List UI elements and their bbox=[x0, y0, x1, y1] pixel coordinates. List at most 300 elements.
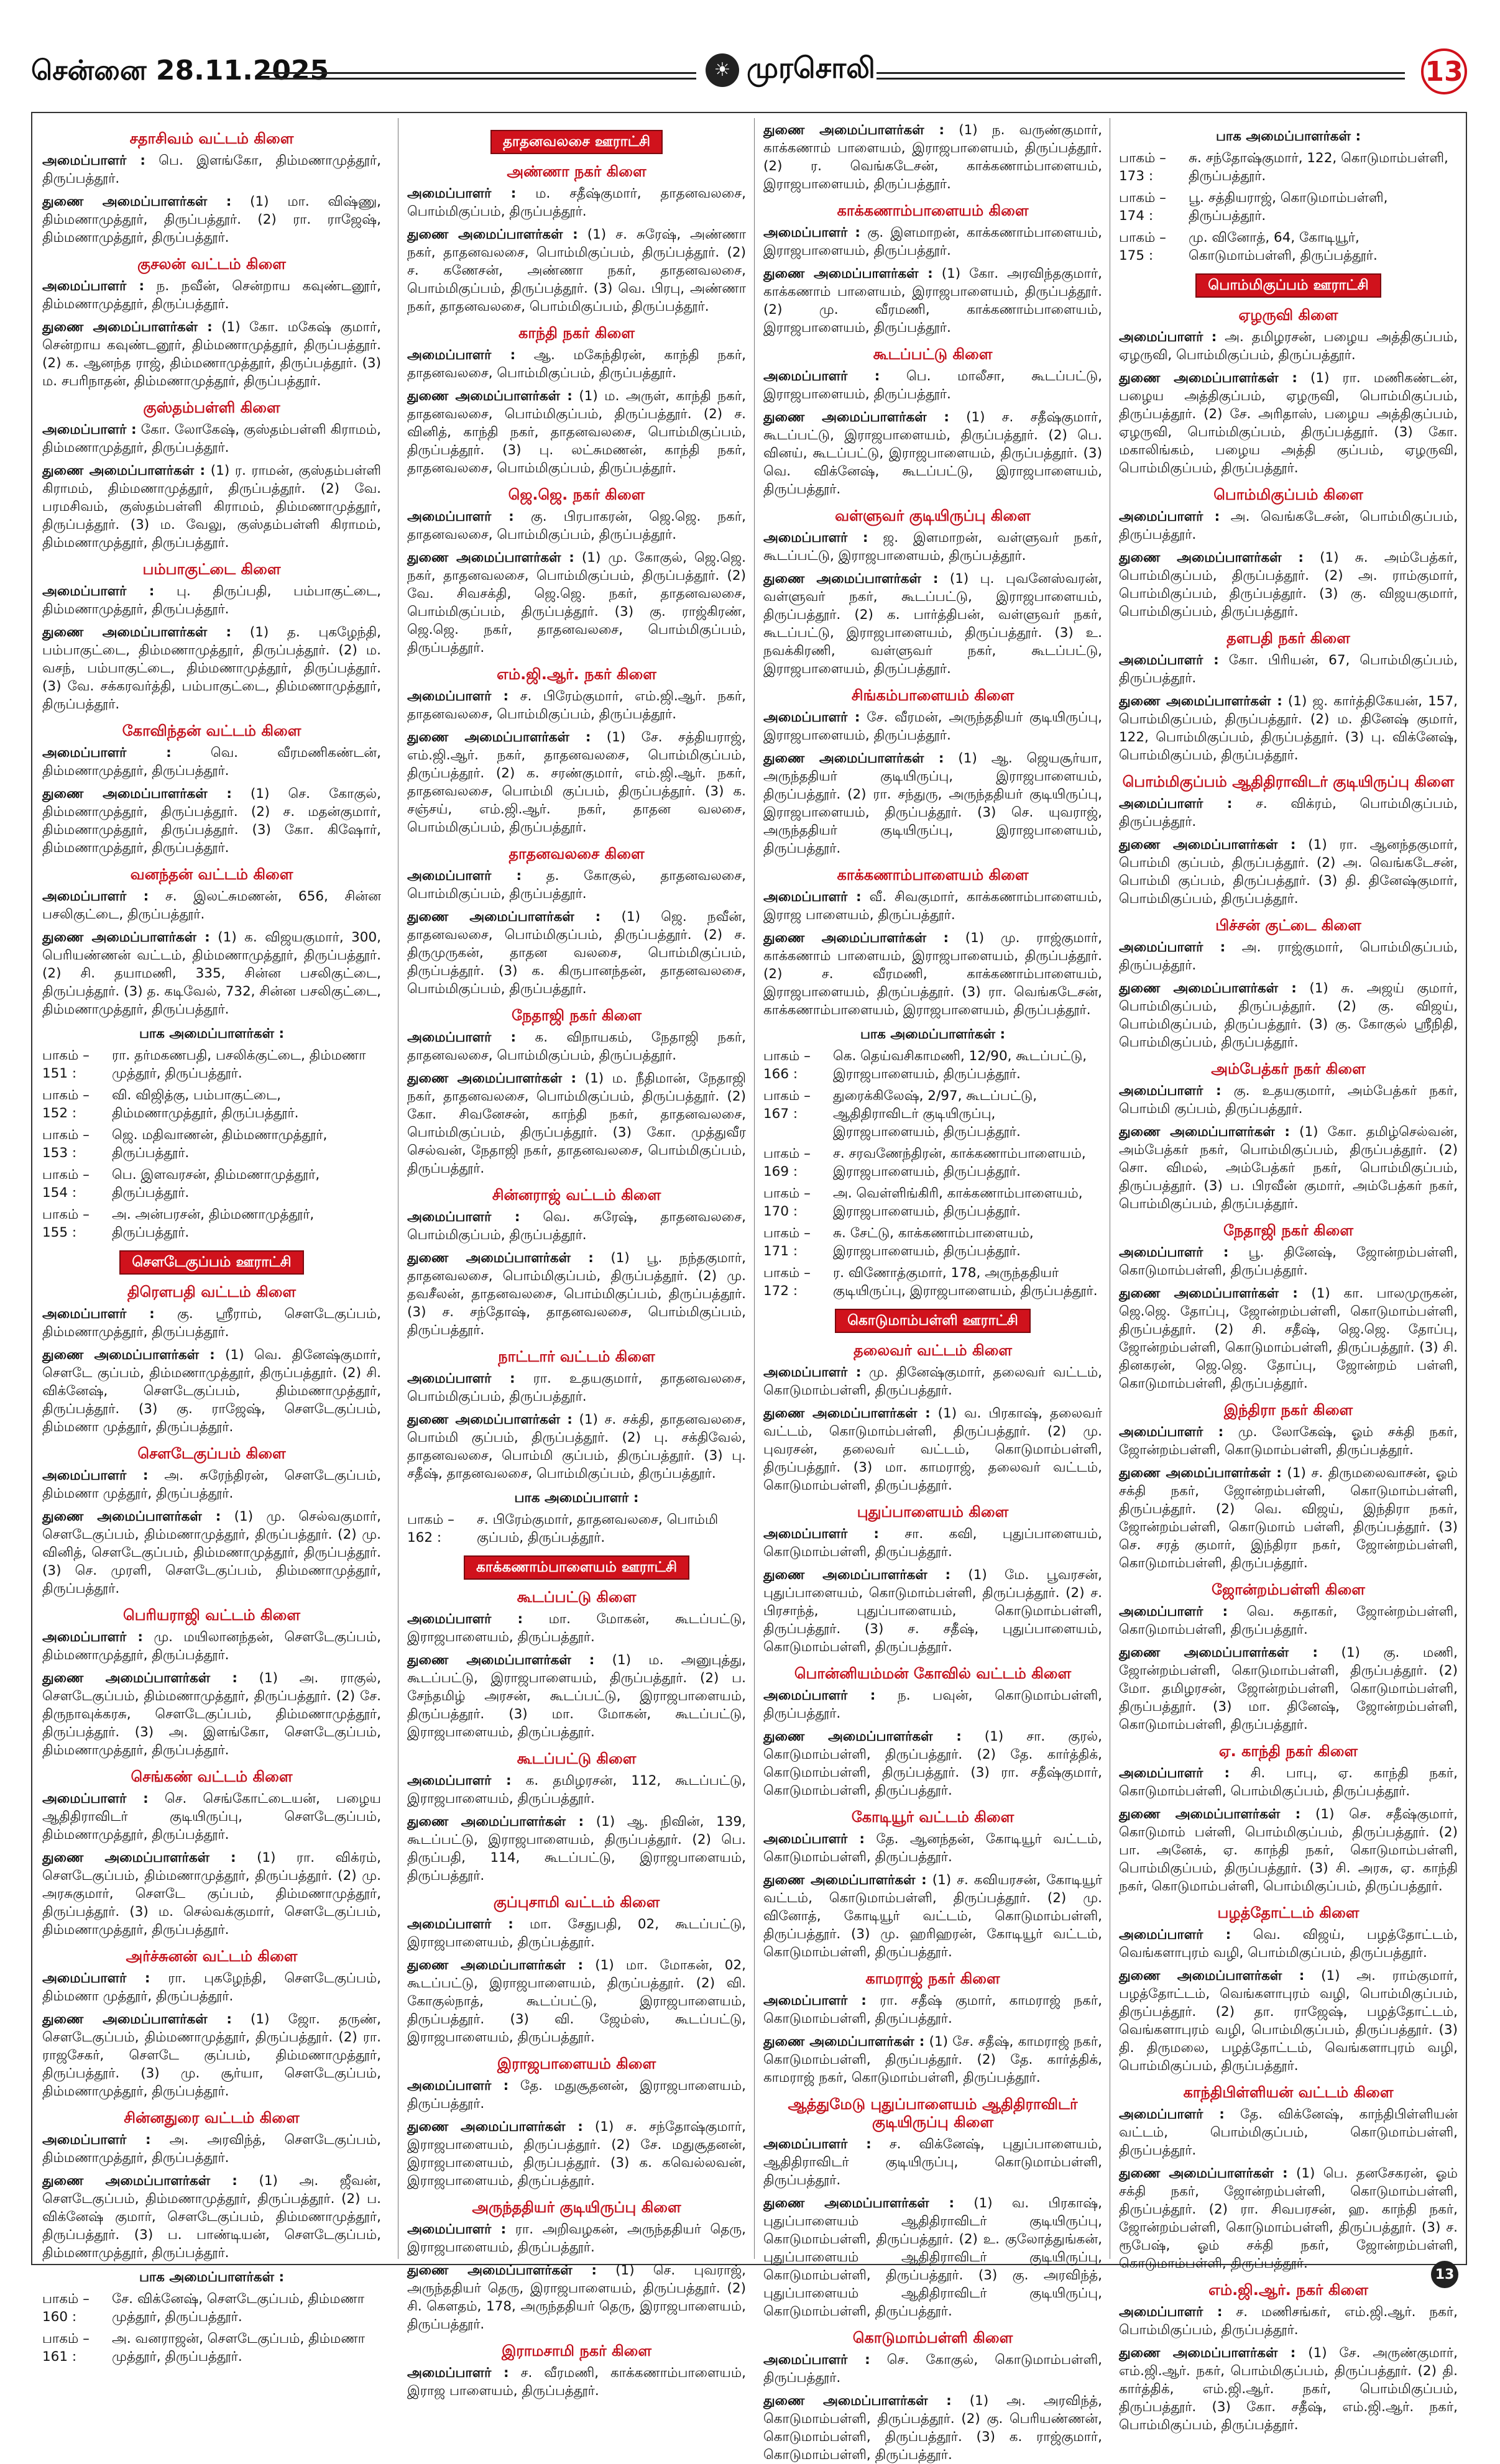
booth-organizer: பூ. சத்தியராஜ், கொடுமாம்பள்ளி, திருப்பத்தூர். bbox=[1189, 190, 1388, 224]
organizer-name: ரா. அறிவழகன், அருந்ததியர் தெரு, இராஜபாளையம், திருப்பத்தூர். bbox=[407, 2222, 746, 2255]
deputy-organizers-entry bbox=[407, 1956, 746, 2046]
organizer-name: அ. தமிழரசன், பழைய அத்திகுப்பம், ஏழருவி, பொம்மிகுப்பம், திருப்பத்தூர். bbox=[1119, 329, 1458, 363]
organizer-name: தே. ஆனந்தன், கோடியூர் வட்டம், கொடுமாம்பள்ளி, திருப்பத்தூர். bbox=[763, 1831, 1102, 1865]
organizer-label: அமைப்பாளர் : bbox=[407, 1030, 517, 1045]
organizer-entry bbox=[407, 867, 746, 903]
deputy-label: துணை அமைப்பாளர்கள் : bbox=[1119, 370, 1297, 386]
organizer-name: செ. செங்கோட்டையன், பழைய ஆதிதிராவிடர் குடியிருப்பு, சௌடேகுப்பம், திம்மணாமுத்தூர், திருப்பத்தூர். bbox=[42, 1791, 381, 1843]
organizer-label: அமைப்பாளர் : bbox=[407, 1209, 520, 1225]
branch-heading: கோடியூர் வட்டம் கிளை bbox=[851, 1808, 1015, 1826]
deputy-organizers-entry bbox=[1119, 369, 1458, 477]
booth-row bbox=[763, 1264, 1102, 1300]
deputy-organizers-entry bbox=[407, 728, 746, 836]
organizer-name: க. தமிழரசன், 112, கூடப்பட்டு, இராஜபாளையம், திருப்பத்தூர். bbox=[407, 1773, 746, 1807]
booth-row bbox=[763, 1184, 1102, 1221]
organizer-label: அமைப்பாளர் : bbox=[42, 745, 172, 761]
booth-row bbox=[42, 1166, 381, 1202]
organizer-name: ம. சதீஷ்குமார், தாதனவலசை, பொம்மிகுப்பம், திருப்பத்தூர். bbox=[407, 186, 746, 219]
branch-heading: நேதாஜி நகர் கிளை bbox=[511, 1007, 642, 1024]
branch-heading: பொன்னியம்மன் கோவில் வட்டம் கிளை bbox=[794, 1665, 1072, 1682]
deputy-label: துணை அமைப்பாளர்கள் : bbox=[407, 550, 574, 566]
masthead-rule-right bbox=[877, 72, 1405, 80]
organizer-name: கு. பிரபாகரன், ஜெ.ஜெ. நகர், தாதனவலசை, பொம்மிகுப்பம், திருப்பத்தூர். bbox=[407, 509, 746, 543]
booth-number: பாகம் – 154 : bbox=[42, 1167, 90, 1201]
organizer-entry bbox=[407, 346, 746, 382]
organizer-name: மா. சேதுபதி, 02, கூடப்பட்டு, இராஜபாளையம், திருப்பத்தூர். bbox=[407, 1917, 746, 1950]
deputy-label: துணை அமைப்பாளர்கள் : bbox=[1119, 694, 1282, 709]
organizer-entry bbox=[407, 2077, 746, 2113]
deputy-organizers-entry bbox=[763, 929, 1102, 1019]
deputy-names: (1) க. விஜயகுமார், 300, பெரியண்ணன் வட்டம், திம்மணாமுத்தூர், திருப்பத்தூர். (2) சி. தயாமணி, 335, சின்ன பசலிகுட்டை, திருப்பத்தூர். (3) த. கடிவேல், 732, சின்ன பசலிகுட்டை, திம்மணாமுத்தூர், திருப்பத்தூர். bbox=[42, 930, 381, 1017]
organizer-name: ச. விக்னேஷ், புதுப்பாளையம், ஆதிதிராவிடர் குடியிருப்பு, கொடுமாம்பள்ளி, திருப்பத்தூர். bbox=[763, 2137, 1102, 2188]
organizer-name: கோ. லோகேஷ், குஸ்தம்பள்ளி கிராமம், திம்மணாமுத்தூர், திருப்பத்தூர். bbox=[42, 422, 381, 456]
panchayat-banner: காக்கணாம்பாளையம் ஊராட்சி bbox=[464, 1555, 689, 1580]
branch-heading: பொம்மிகுப்பம் ஆதிதிராவிடர் குடியிருப்பு கிளை bbox=[1122, 773, 1455, 790]
branch-heading: பிச்சன் குட்டை கிளை bbox=[1215, 917, 1361, 934]
branch-heading: குசலன் வட்டம் கிளை bbox=[137, 255, 286, 273]
organizer-label: அமைப்பாளர் : bbox=[1119, 796, 1233, 812]
deputy-label: துணை அமைப்பாளர்கள் : bbox=[763, 410, 949, 425]
booth-row bbox=[42, 2330, 381, 2366]
organizer-label: அமைப்பாளர் : bbox=[407, 868, 522, 884]
deputy-names: (1) ச. திருமலைவாசன், ஓம் சக்தி நகர், ஜோன்றம்பள்ளி, கொடுமாம்பள்ளி, திருப்பத்தூர். (2) வெ. விஜய், இந்திரா நகர், ஜோன்றம்பள்ளி, கொடுமாம் பள்ளி, திருப்பத்தூர். (3) செ. சரத் குமார், இந்திரா நகர், ஜோன்றம்பள்ளி, கொடுமாம்பள்ளி, திருப்பத்தூர். bbox=[1119, 1465, 1458, 1571]
deputy-label: துணை அமைப்பாளர்கள் : bbox=[763, 1872, 927, 1888]
branch-heading: ஆத்துமேடு புதுப்பாளையம் ஆதிதிராவிடர் குடியிருப்பு கிளை bbox=[788, 2095, 1078, 2131]
deputy-names: (1) ரா. விக்ரம், சௌடேகுப்பம், திம்மணாமுத்தூர், திருப்பத்தூர். (2) மு. அரசுகுமார், சௌடே குப்பம், திம்மணாமுத்தூர், திருப்பத்தூர். (3) ம. செல்வக்குமார், சௌடேகுப்பம், திம்மணாமுத்தூர், திருப்பத்தூர். bbox=[42, 1850, 381, 1938]
booth-row bbox=[1119, 189, 1458, 225]
deputy-names: (1) அ. ராகுல், சௌடேகுப்பம், திம்மணாமுத்தூர், திருப்பத்தூர். (2) சே. திருநாவுக்கரசு, சௌடேகுப்பம், திம்மணாமுத்தூர், திருப்பத்தூர். (3) அ. இளங்கோ, சௌடேகுப்பம், திம்மணாமுத்தூர், திருப்பத்தூர். bbox=[42, 1670, 381, 1758]
deputy-names: (1) கோ. மகேஷ் குமார், சென்றாய கவுண்டனூர், திம்மணாமுத்தூர், திருப்பத்தூர். (2) க. ஆனந்த ராஜ், திம்மணாமுத்தூர், திருப்பத்தூர். (3) ம. சபரிநாதன், திம்மணாமுத்தூர், திருப்பத்தூர். bbox=[42, 319, 381, 389]
organizer-name: வெ. வீரமணிகண்டன், திம்மணாமுத்தூர், திருப்பத்தூர். bbox=[42, 745, 381, 779]
booth-organizer: பெ. இளவரசன், திம்மணாமுத்தூர், திருப்பத்தூர். bbox=[112, 1167, 320, 1201]
branch-heading: நேதாஜி நகர் கிளை bbox=[1223, 1222, 1354, 1239]
organizer-entry bbox=[763, 1992, 1102, 2028]
booth-organizer: ச. சரவணேந்திரன், காக்கணாம்பாளையம், இராஜபாளையம், திருப்பத்தூர். bbox=[833, 1146, 1086, 1179]
organizer-entry bbox=[407, 687, 746, 723]
organizer-label: அமைப்பாளர் : bbox=[42, 1468, 149, 1483]
booth-section-title: பாக அமைப்பாளர்கள் : bbox=[139, 1026, 285, 1042]
deputy-organizers-entry bbox=[763, 1728, 1102, 1800]
organizer-name: வெ. விஜய், பழத்தோட்டம், வெங்களாபுரம் வழி, பொம்மிகுப்பம், திருப்பத்தூர். bbox=[1119, 1927, 1458, 1961]
booth-section-title: பாக அமைப்பாளர் : bbox=[514, 1490, 639, 1506]
organizer-entry bbox=[763, 529, 1102, 565]
booth-section-title: பாக அமைப்பாளர்கள் : bbox=[860, 1027, 1006, 1042]
deputy-names: (1) அ. ஜீவன், சௌடேகுப்பம், திம்மணாமுத்தூர், திருப்பத்தூர். (2) ப. விக்னேஷ் குமார், சௌடேகுப்பம், திம்மணாமுத்தூர், திருப்பத்தூர். (3) ப. பாண்டியன், சௌடேகுப்பம், திம்மணாமுத்தூர், திருப்பத்தூர். bbox=[42, 2173, 381, 2261]
organizer-label: அமைப்பாளர் : bbox=[407, 509, 514, 524]
column-2 bbox=[407, 121, 746, 2399]
organizer-name: வெ. சுதாகர், ஜோன்றம்பள்ளி, கொடுமாம்பள்ளி, திருப்பத்தூர். bbox=[1119, 1604, 1458, 1637]
organizer-label: அமைப்பாளர் : bbox=[1119, 1766, 1230, 1781]
organizer-name: கோ. பிரியன், 67, பொம்மிகுப்பம், திருப்பத்தூர். bbox=[1119, 653, 1458, 686]
organizer-entry bbox=[1119, 508, 1458, 544]
organizer-entry bbox=[763, 1687, 1102, 1723]
deputy-label: துணை அமைப்பாளர்கள் : bbox=[42, 2173, 237, 2189]
booth-row bbox=[763, 1224, 1102, 1260]
deputy-names: (1) ஜ. கார்த்திகேயன், 157, பொம்மிகுப்பம், திருப்பத்தூர். (2) ம. தினேஷ் குமார், 122, பொம்மிகுப்பம், திருப்பத்தூர். (3) பு. விக்னேஷ், பொம்மிகுப்பம், திருப்பத்தூர். bbox=[1119, 694, 1458, 763]
branch-heading: இராஜபாளையம் கிளை bbox=[497, 2055, 656, 2072]
footer-page-number: 13 bbox=[1431, 2261, 1458, 2288]
deputy-names: (1) அ. ராம்குமார், பழத்தோட்டம், வெங்களாபுரம் வழி, பொம்மிகுப்பம், திருப்பத்தூர். (2) தா. ராஜேஷ், பழத்தோட்டம், வெங்களாபுரம் வழி, பொம்மிகுப்பம், திருப்பத்தூர். (3) தி. திருமலை, பழத்தோட்டம், வெங்களாபுரம் வழி, பொம்மிகுப்பம், திருப்பத்தூர். bbox=[1119, 1968, 1458, 2074]
deputy-organizers-entry bbox=[42, 462, 381, 552]
booth-number: பாகம் – 170 : bbox=[763, 1186, 811, 1219]
booth-row bbox=[1119, 229, 1458, 265]
branch-heading: புதுப்பாளையம் கிளை bbox=[857, 1503, 1009, 1521]
deputy-organizers-entry bbox=[1119, 1644, 1458, 1734]
deputy-organizers-entry bbox=[763, 1566, 1102, 1656]
deputy-names: (1) வெ. தினேஷ்குமார், சௌடே குப்பம், திம்மணாமுத்தூர், திருப்பத்தூர். (2) சி. விக்னேஷ், சௌடேகுப்பம், திம்மணாமுத்தூர், திருப்பத்தூர். (3) கு. ராஜேஷ், சௌடேகுப்பம், திம்மணா முத்தூர், திருப்பத்தூர். bbox=[42, 1347, 381, 1435]
organizer-label: அமைப்பாளர் : bbox=[407, 186, 517, 201]
organizer-label: அமைப்பாளர் : bbox=[1119, 329, 1217, 345]
organizer-entry bbox=[1119, 2303, 1458, 2339]
organizer-name: தே. விக்னேஷ், காந்திபிள்ளியன் வட்டம், பொம்மிகுப்பம், கொடுமாம்பள்ளி, திருப்பத்தூர். bbox=[1119, 2107, 1458, 2158]
organizer-name: பெ. மாலீசா, கூடப்பட்டு, இராஜபாளையம், திருப்பத்தூர். bbox=[763, 369, 1102, 402]
branch-heading: சதாசிவம் வட்டம் கிளை bbox=[129, 130, 294, 147]
branch-heading: குஸ்தம்பள்ளி கிளை bbox=[143, 399, 280, 416]
branch-heading: திரௌபதி வட்டம் கிளை bbox=[127, 1283, 297, 1301]
booth-organizer: சு. சந்தோஷ்குமார், 122, கொடுமாம்பள்ளி, திருப்பத்தூர். bbox=[1189, 150, 1448, 184]
organizer-label: அமைப்பாளர் : bbox=[42, 584, 155, 599]
organizer-entry bbox=[1119, 1926, 1458, 1962]
deputy-label: துணை அமைப்பாளர்கள் : bbox=[407, 1814, 584, 1830]
deputy-names: (1) கா. பாலமுருகன், ஜெ.ஜெ. தோப்பு, ஜோன்றம்பள்ளி, கொடுமாம்பள்ளி, திருப்பத்தூர். (2) சி. சதீஷ், ஜெ.ஜெ. தோப்பு, ஜோன்றம்பள்ளி, கொடுமாம்பள்ளி, திருப்பத்தூர். (3) சி. தினகரன், ஜெ.ஜெ. தோப்பு, ஜோன்றம் பள்ளி, கொடுமாம்பள்ளி, திருப்பத்தூர். bbox=[1119, 1286, 1458, 1391]
booth-number: பாகம் – 173 : bbox=[1119, 150, 1166, 184]
deputy-label: துணை அமைப்பாளர்கள் : bbox=[763, 1729, 962, 1744]
branch-heading: கோவிந்தன் வட்டம் கிளை bbox=[122, 722, 301, 740]
paper-name: முரசொலி bbox=[747, 51, 875, 85]
branch-heading: தாதனவலசை கிளை bbox=[508, 845, 645, 863]
deputy-organizers-entry bbox=[763, 1404, 1102, 1495]
booth-organizer: அ. வெள்ளிங்கிரி, காக்கணாம்பாளையம், இராஜபாளையம், திருப்பத்தூர். bbox=[833, 1186, 1083, 1219]
organizer-label: அமைப்பாளர் : bbox=[1119, 1604, 1228, 1619]
booth-number: பாகம் – 160 : bbox=[42, 2291, 90, 2325]
organizer-name: செ. கோகுல், கொடுமாம்பள்ளி, திருப்பத்தூர். bbox=[763, 2352, 1102, 2386]
deputy-label: துணை அமைப்பாளர்கள் : bbox=[42, 1850, 236, 1866]
sun-logo-icon: ☀ bbox=[706, 53, 739, 87]
branch-heading: வள்ளுவர் குடியிருப்பு கிளை bbox=[835, 507, 1031, 524]
deputy-names: (1) கோ. அரவிந்தகுமார், காக்கணாம் பாளையம், இராஜபாளையம், திருப்பத்தூர். (2) மு. வீரமணி, காக்கணாம்பாளையம், இராஜபாளையம், திருப்பத்தூர். bbox=[763, 266, 1102, 336]
organizer-label: அமைப்பாளர் : bbox=[763, 2137, 872, 2152]
deputy-label: துணை அமைப்பாளர்கள் : bbox=[42, 1670, 237, 1686]
branch-heading: சிங்கம்பாளையம் கிளை bbox=[851, 687, 1015, 704]
deputy-label: துணை அமைப்பாளர்கள் : bbox=[763, 2393, 952, 2409]
booth-row bbox=[42, 1047, 381, 1083]
deputy-names: (1) அ. அரவிந்த், கொடுமாம்பள்ளி, திருப்பத்தூர். (2) கு. பெரியண்ணன், கொடுமாம்பள்ளி, திருப்பத்தூர். (3) க. ராஜ்குமார், கொடுமாம்பள்ளி, திருப்பத்தூர். bbox=[763, 2393, 1102, 2463]
deputy-organizers-entry bbox=[763, 265, 1102, 337]
deputy-organizers-entry bbox=[42, 785, 381, 857]
column-1 bbox=[42, 121, 381, 2365]
deputy-names: (1) ஆ. ஜெயசூர்யா, அருந்ததியர் குடியிருப்பு, இராஜபாளையம், திருப்பத்தூர். (2) ரா. சந்துரு, அருந்ததியர் குடியிருப்பு, இராஜபாளையம், திருப்பத்தூர். (3) செ. யுவராஜ், அருந்ததியர் குடியிருப்பு, இராஜபாளையம், திருப்பத்தூர். bbox=[763, 751, 1102, 856]
organizer-name: அ. சுரேந்திரன், சௌடேகுப்பம், திம்மணா முத்தூர், திருப்பத்தூர். bbox=[42, 1468, 381, 1501]
deputy-names: (1) மே. பூவரசன், புதுப்பாளையம், கொடுமாம்பள்ளி, திருப்பத்தூர். (2) ச. பிரசாந்த், புதுப்பாளையம், கொடுமாம்பள்ளி, திருப்பத்தூர். (3) ச. சதீஷ், புதுப்பாளையம், கொடுமாம்பள்ளி, திருப்பத்தூர். bbox=[763, 1567, 1102, 1655]
deputy-label: துணை அமைப்பாளர்கள் : bbox=[1119, 981, 1297, 996]
deputy-names: (1) கோ. தமிழ்செல்வன், அம்பேத்கர் நகர், பொம்மிகுப்பம், திருப்பத்தூர். (2) சொ. விமல், அம்பேத்கர் நகர், பொம்மிகுப்பம், திருப்பத்தூர். (3) ப. பிரவீன் குமார், அம்பேத்கர் நகர், பொம்மிகுப்பம், திருப்பத்தூர். bbox=[1119, 1124, 1458, 1212]
booth-row bbox=[763, 1145, 1102, 1181]
organizer-entry bbox=[42, 1628, 381, 1664]
organizer-entry bbox=[42, 277, 381, 313]
branch-heading: தலைவர் வட்டம் கிளை bbox=[854, 1342, 1012, 1359]
deputy-organizers-entry bbox=[407, 387, 746, 477]
branch-heading: கொடுமாம்பள்ளி கிளை bbox=[852, 2329, 1013, 2347]
booth-organizer: கெ. தெய்வசிகாமணி, 12/90, கூடப்பட்டு, இராஜபாளையம், திருப்பத்தூர். bbox=[833, 1048, 1087, 1082]
branch-heading: கூடப்பட்டு கிளை bbox=[517, 1588, 637, 1606]
deputy-organizers-entry bbox=[1119, 1805, 1458, 1895]
organizer-entry bbox=[1119, 328, 1458, 364]
organizer-label: அமைப்பாளர் : bbox=[1119, 1927, 1231, 1943]
organizer-label: அமைப்பாளர் : bbox=[763, 1365, 862, 1380]
deputy-label: துணை அமைப்பாளர்கள் : bbox=[407, 227, 578, 242]
organizer-entry bbox=[763, 1525, 1102, 1561]
organizer-name: பு. திருப்பதி, பம்பாகுட்டை, திம்மணாமுத்தூர், திருப்பத்தூர். bbox=[42, 584, 381, 617]
deputy-organizers-entry bbox=[1119, 1464, 1458, 1572]
organizer-label: அமைப்பாளர் : bbox=[42, 1791, 149, 1807]
deputy-organizers-entry bbox=[42, 318, 381, 390]
branch-heading: சௌடேகுப்பம் கிளை bbox=[137, 1445, 286, 1462]
deputy-organizers-entry bbox=[1119, 1123, 1458, 1213]
deputy-organizers-entry bbox=[1119, 2164, 1458, 2273]
branch-heading: பம்பாகுட்டை கிளை bbox=[142, 561, 281, 578]
organizer-label: அமைப்பாளர் : bbox=[42, 278, 145, 294]
deputy-names: (1) பூ. நந்தகுமார், தாதனவலசை, பொம்மிகுப்பம், திருப்பத்தூர். (2) மு. தவசீலன், தாதனவலசை, பொம்மிகுப்பம், திருப்பத்தூர். (3) ச. சந்தோஷ், தாதனவலசை, பொம்மிகுப்பம், திருப்பத்தூர். bbox=[407, 1250, 746, 1338]
booth-organizer: ஜெ. மதிவாணன், திம்மணாமுத்தூர், திருப்பத்தூர். bbox=[112, 1127, 328, 1161]
organizer-entry bbox=[407, 2364, 746, 2400]
deputy-names: (1) ச. சதீஷ்குமார், கூடப்பட்டு, இராஜபாளையம், திருப்பத்தூர். (2) பெ. வினய், கூடப்பட்டு, இராஜபாளையம், திருப்பத்தூர். (3) வெ. விக்னேஷ், கூடப்பட்டு, இராஜபாளையம், திருப்பத்தூர். bbox=[763, 410, 1102, 497]
organizer-label: அமைப்பாளர் : bbox=[763, 530, 868, 546]
booth-organizer: அ. வனராஜன், சௌடேகுப்பம், திம்மணா முத்தூர், திருப்பத்தூர். bbox=[112, 2331, 365, 2365]
branch-heading: அர்ச்சுனன் வட்டம் கிளை bbox=[126, 1948, 298, 1965]
deputy-names: (1) ச. சுரேஷ், அண்ணா நகர், தாதனவலசை, பொம்மிகுப்பம், திருப்பத்தூர். (2) ச. கணேசன், அண்ணா நகர், தாதனவலசை, பொம்மிகுப்பம், திருப்பத்தூர். (3) வெ. பிரபு, அண்ணா நகர், தாதனவலசை, பொம்மிகுப்பம், திருப்பத்தூர். bbox=[407, 227, 746, 314]
deputy-names: (1) சு. அஜய் குமார், பொம்மிகுப்பம், திருப்பத்தூர். (2) கு. விஜய், பொம்மிகுப்பம், திருப்பத்தூர். (3) கு. கோகுல் ஸ்ரீநிதி, பொம்மிகுப்பம், திருப்பத்தூர். bbox=[1119, 981, 1458, 1050]
branch-heading: செங்கண் வட்டம் கிளை bbox=[131, 1768, 293, 1785]
branch-heading: கூடப்பட்டு கிளை bbox=[517, 1750, 637, 1767]
organizer-label: அமைப்பாளர் : bbox=[763, 1831, 865, 1847]
deputy-label: துணை அமைப்பாளர்கள் : bbox=[1119, 550, 1304, 566]
organizer-name: கு. உதயகுமார், அம்பேத்கர் நகர், பொம்மி குப்பம், திருப்பத்தூர். bbox=[1119, 1083, 1458, 1117]
organizer-name: ச. மணிசங்கர், எம்.ஜி.ஆர். நகர், பொம்மிகுப்பம், திருப்பத்தூர். bbox=[1119, 2304, 1458, 2338]
branch-heading: அண்ணா நகர் கிளை bbox=[507, 163, 646, 180]
organizer-name: ச. இலட்சுமணன், 656, சின்ன பசலிகுட்டை, திருப்பத்தூர். bbox=[42, 889, 381, 922]
organizer-label: அமைப்பாளர் : bbox=[407, 2078, 509, 2094]
branch-heading: ஏ. காந்தி நகர் கிளை bbox=[1218, 1743, 1358, 1760]
deputy-label: துணை அமைப்பாளர்கள் : bbox=[763, 930, 949, 946]
deputy-label: துணை அமைப்பாளர்கள் : bbox=[42, 194, 232, 209]
booth-row bbox=[1119, 149, 1458, 185]
organizer-entry bbox=[1119, 651, 1458, 687]
organizer-entry bbox=[42, 887, 381, 923]
deputy-organizers-entry bbox=[42, 928, 381, 1019]
masthead-rule-left bbox=[261, 72, 696, 80]
organizer-label: அமைப்பாளர் : bbox=[407, 347, 516, 363]
organizer-label: அமைப்பாளர் : bbox=[42, 1629, 143, 1645]
organizer-name: ந. பவுன், கொடுமாம்பள்ளி, திருப்பத்தூர். bbox=[763, 1688, 1102, 1721]
organizer-entry bbox=[42, 744, 381, 780]
deputy-names: (1) சே. சத்தியராஜ், எம்.ஜி.ஆர். நகர், தாதனவலசை, பொம்மிகுப்பம், திருப்பத்தூர். (2) க. சரண்குமார், எம்.ஜி.ஆர். நகர், தாதனவலசை, பொம்மி குப்பம், திருப்பத்தூர். (3) க. சஞ்சய், எம்.ஜி.ஆர். நகர், தாதன வலசை, பொம்மிகுப்பம், திருப்பத்தூர். bbox=[407, 730, 746, 835]
booth-number: பாகம் – 161 : bbox=[42, 2331, 90, 2365]
organizer-label: அமைப்பாளர் : bbox=[407, 2222, 507, 2237]
organizer-entry bbox=[407, 185, 746, 221]
booth-organizer: ர. விணோத்குமார், 178, அருந்ததியர் குடியிருப்பு, இராஜபாளையம், திருப்பத்தூர். bbox=[833, 1265, 1098, 1299]
deputy-label: துணை அமைப்பாளர்கள் : bbox=[763, 1406, 931, 1421]
panchayat-banner: பொம்மிகுப்பம் ஊராட்சி bbox=[1195, 273, 1381, 298]
booth-number: பாகம் – 172 : bbox=[763, 1265, 811, 1299]
deputy-organizers-entry bbox=[407, 1411, 746, 1483]
organizer-entry bbox=[407, 1208, 746, 1244]
organizer-entry bbox=[407, 2220, 746, 2256]
booth-number: பாகம் – 166 : bbox=[763, 1048, 811, 1082]
deputy-organizers-entry bbox=[1119, 549, 1458, 621]
organizer-name: கு. ஸ்ரீராம், சௌடேகுப்பம், திம்மணாமுத்தூர், திருப்பத்தூர். bbox=[42, 1306, 381, 1340]
panchayat-banner: தாதனவலசை ஊராட்சி bbox=[490, 130, 663, 154]
deputy-organizers-entry bbox=[407, 2261, 746, 2333]
organizer-entry bbox=[763, 1830, 1102, 1866]
organizer-entry bbox=[42, 2131, 381, 2167]
branch-heading: சின்னதுரை வட்டம் கிளை bbox=[124, 2109, 300, 2127]
organizer-name: அ. வெங்கடேசன், பொம்மிகுப்பம், திருப்பத்தூர். bbox=[1119, 509, 1458, 543]
deputy-label: துணை அமைப்பாளர்கள் : bbox=[1119, 1807, 1301, 1822]
organizer-entry bbox=[1119, 2105, 1458, 2159]
deputy-names: (1) ச. சந்தோஷ்குமார், இராஜபாளையம், திருப்பத்தூர். (2) சே. மதுசூதனன், இராஜபாளையம், திருப்பத்தூர். (3) க. கவெல்லவன், இராஜபாளையம், திருப்பத்தூர். bbox=[407, 2119, 746, 2189]
deputy-label: துணை அமைப்பாளர்கள் : bbox=[42, 930, 210, 945]
organizer-label: அமைப்பாளர் : bbox=[42, 153, 145, 168]
organizer-label: அமைப்பாளர் : bbox=[763, 1993, 867, 2008]
organizer-name: பூ. தினேஷ், ஜோன்றம்பள்ளி, கொடுமாம்பள்ளி, திருப்பத்தூர். bbox=[1119, 1245, 1458, 1278]
deputy-label: துணை அமைப்பாளர்கள் : bbox=[763, 1567, 951, 1583]
deputy-names: (1) வ. பிரகாஷ், புதுப்பாளையம் ஆதிதிராவிடர் குடியிருப்பு, கொடுமாம்பள்ளி, திருப்பத்தூர். (2) உ. குலோத்துங்கன், புதுப்பாளையம் ஆதிதிராவிடர் குடியிருப்பு, கொடுமாம்பள்ளி, திருப்பத்தூர். (3) கு. அரவிந்த், புதுப்பாளையம் ஆதிதிராவிடர் குடியிருப்பு, கொடுமாம்பள்ளி, திருப்பத்தூர். bbox=[763, 2196, 1102, 2319]
deputy-label: துணை அமைப்பாளர்கள் : bbox=[1119, 1286, 1298, 1301]
branch-heading: ஜெ.ஜெ. நகர் கிளை bbox=[508, 486, 645, 503]
organizer-name: பெ. இளங்கோ, திம்மணாமுத்தூர், திருப்பத்தூர். bbox=[42, 153, 381, 186]
organizer-entry bbox=[42, 1790, 381, 1844]
deputy-organizers-entry bbox=[42, 193, 381, 247]
organizer-entry bbox=[763, 708, 1102, 744]
organizer-name: சி. பாபு, ஏ. காந்தி நகர், கொடுமாம்பள்ளி, பொம்மிகுப்பம், திருப்பத்தூர். bbox=[1119, 1766, 1458, 1799]
organizer-label: அமைப்பாளர் : bbox=[763, 2352, 870, 2368]
organizer-label: அமைப்பாளர் : bbox=[1119, 1083, 1222, 1099]
organizer-entry bbox=[1119, 1082, 1458, 1118]
organizer-entry bbox=[763, 888, 1102, 924]
deputy-names: (1) ர. ராமன், குஸ்தம்பள்ளி கிராமம், திம்மணாமுத்தூர், திருப்பத்தூர். (2) வே. பரமசிவம், குஸ்தம்பள்ளி கிராமம், திம்மணாமுத்தூர், திருப்பத்தூர். (3) ம. வேலு, குஸ்தம்பள்ளி கிராமம், திம்மணாமுத்தூர், திருப்பத்தூர். bbox=[42, 463, 381, 551]
deputy-names: (1) வ. பிரகாஷ், தலைவர் வட்டம், கொடுமாம்பள்ளி, திருப்பத்தூர். (2) மு. புவரசன், தலைவர் வட்டம், கொடுமாம்பள்ளி, திருப்பத்தூர். (3) மா. காமராஜ், தலைவர் வட்டம், கொடுமாம்பள்ளி, திருப்பத்தூர். bbox=[763, 1406, 1102, 1493]
deputy-organizers-entry bbox=[407, 1813, 746, 1885]
organizer-label: அமைப்பாளர் : bbox=[1119, 1245, 1229, 1260]
deputy-names: (1) மா. மோகன், 02, கூடப்பட்டு, இராஜபாளையம், திருப்பத்தூர். (2) வி. கோகுல்நாத், கூடப்பட்டு, இராஜபாளையம், திருப்பத்தூர். (3) வி. ஜேம்ஸ், கூடப்பட்டு, இராஜபாளையம், திருப்பத்தூர். bbox=[407, 1958, 746, 2045]
deputy-label: துணை அமைப்பாளர்கள் : bbox=[763, 266, 933, 282]
masthead bbox=[31, 48, 1467, 99]
organizer-name: ஜ. இளமாறன், வள்ளுவர் நகர், கூடப்பட்டு, இராஜபாளையம், திருப்பத்தூர். bbox=[763, 530, 1102, 564]
booth-number: பாகம் – 155 : bbox=[42, 1207, 90, 1240]
deputy-organizers-entry bbox=[42, 1508, 381, 1598]
deputy-label: துணை அமைப்பாளர்கள் : bbox=[407, 1250, 594, 1266]
branch-heading: குப்புசாமி வட்டம் கிளை bbox=[493, 1894, 660, 1911]
deputy-organizers-entry bbox=[407, 549, 746, 657]
organizer-label: அமைப்பாளர் : bbox=[407, 1773, 512, 1788]
deputy-names: (1) சே. அருண்குமார், எம்.ஜி.ஆர். நகர், பொம்மிகுப்பம், திருப்பத்தூர். (2) தி. கார்த்திக், எம்.ஜி.ஆர். நகர், பொம்மிகுப்பம், திருப்பத்தூர். (3) கோ. சதீஷ், எம்.ஜி.ஆர். நகர், பொம்மிகுப்பம், திருப்பத்தூர். bbox=[1119, 2345, 1458, 2433]
branch-heading: பெரியராஜி வட்டம் கிளை bbox=[123, 1606, 300, 1624]
organizer-entry bbox=[1119, 1603, 1458, 1639]
booth-organizer: ச. பிரேம்குமார், தாதனவலசை, பொம்மி குப்பம், திருப்பத்தூர். bbox=[477, 1512, 719, 1546]
deputy-names: (1) பு. புவனேஸ்வரன், வள்ளுவர் நகர், கூடப்பட்டு, இராஜபாளையம், திருப்பத்தூர். (2) க. பார்த்திபன், வள்ளுவர் நகர், கூடப்பட்டு, இராஜபாளையம், திருப்பத்தூர். (3) உ. நவக்கிரணி, வள்ளுவர் நகர், கூடப்பட்டு, இராஜபாளையம், திருப்பத்தூர். bbox=[763, 571, 1102, 677]
branch-heading: காந்தி நகர் கிளை bbox=[518, 324, 635, 342]
dateline: சென்னை 28.11.2025 bbox=[31, 55, 329, 86]
deputy-organizers-entry bbox=[407, 1069, 746, 1178]
booth-section-title: பாக அமைப்பாளர்கள் : bbox=[1215, 129, 1361, 144]
booth-row bbox=[42, 1126, 381, 1162]
deputy-label: துணை அமைப்பாளர்கள் : bbox=[763, 571, 939, 587]
deputy-names: (1) ம. அருள், காந்தி நகர், தாதனவலசை, பொம்மிகுப்பம், திருப்பத்தூர். (2) ச. வினித், காந்தி நகர், தாதனவலசை, பொம்மிகுப்பம், திருப்பத்தூர். (3) பு. லட்சுமணன், காந்தி நகர், தாதனவலசை, பொம்மிகுப்பம், திருப்பத்தூர். bbox=[407, 388, 746, 476]
organizer-entry bbox=[42, 1969, 381, 2005]
organizer-label: அமைப்பாளர் : bbox=[1119, 509, 1220, 524]
branch-heading: நாட்டார் வட்டம் கிளை bbox=[498, 1348, 655, 1365]
organizer-label: அமைப்பாளர் : bbox=[763, 369, 880, 384]
booth-number: பாகம் – 169 : bbox=[763, 1146, 811, 1179]
branch-heading: காக்கணாம்பாளையம் கிளை bbox=[837, 202, 1029, 219]
booth-number: பாகம் – 174 : bbox=[1119, 190, 1166, 224]
deputy-organizers-entry bbox=[407, 1651, 746, 1741]
deputy-organizers-entry bbox=[1119, 2344, 1458, 2434]
organizer-name: ச. பிரேம்குமார், எம்.ஜி.ஆர். நகர், தாதனவலசை, பொம்மிகுப்பம், திருப்பத்தூர். bbox=[407, 689, 746, 722]
organizer-entry bbox=[407, 508, 746, 544]
booth-row bbox=[763, 1087, 1102, 1141]
organizer-name: கு. இளமாறன், காக்கணாம்பாளையம், இராஜபாளையம், திருப்பத்தூர். bbox=[763, 225, 1102, 259]
organizer-label: அமைப்பாளர் : bbox=[763, 710, 860, 725]
deputy-names: (1) ச. கவியரசன், கோடியூர் வட்டம், கொடுமாம்பள்ளி, திருப்பத்தூர். (2) மு. வினோத், கோடியூர் வட்டம், கொடுமாம்பள்ளி, திருப்பத்தூர். (3) மு. ஹரிஹரன், கோடியூர் வட்டம், கொடுமாம்பள்ளி, திருப்பத்தூர். bbox=[763, 1872, 1102, 1960]
organizer-label: அமைப்பாளர் : bbox=[42, 889, 149, 904]
deputy-label: துணை அமைப்பாளர்கள் : bbox=[407, 2119, 583, 2135]
page-number-badge: 13 bbox=[1421, 48, 1467, 94]
booth-organizer: ரா. தர்மகணபதி, பசலிக்குட்டை, திம்மணா முத்தூர், திருப்பத்தூர். bbox=[112, 1048, 366, 1081]
organizer-name: ஆ. மகேந்திரன், காந்தி நகர், தாதனவலசை, பொம்மிகுப்பம், திருப்பத்தூர். bbox=[407, 347, 746, 381]
deputy-label: துணை அமைப்பாளர்கள் : bbox=[42, 625, 232, 640]
deputy-label: துணை அமைப்பாளர்கள் : bbox=[1119, 2345, 1296, 2361]
deputy-names: (1) ரா. ஆனந்தகுமார், பொம்மி குப்பம், திருப்பத்தூர். (2) அ. வெங்கடேசன், பொம்மி குப்பம், திருப்பத்தூர். (3) தி. தினேஷ்குமார், பொம்மிகுப்பம், திருப்பத்தூர். bbox=[1119, 837, 1458, 907]
deputy-label: துணை அமைப்பாளர்கள் : bbox=[42, 786, 232, 802]
deputy-label: துணை அமைப்பாளர்கள் : bbox=[763, 2034, 925, 2050]
booth-number: பாகம் – 152 : bbox=[42, 1088, 90, 1121]
organizer-name: ரா. சதீஷ் குமார், காமராஜ் நகர், கொடுமாம்பள்ளி, திருப்பத்தூர். bbox=[763, 1993, 1102, 2027]
organizer-entry bbox=[763, 2135, 1102, 2189]
deputy-label: துணை அமைப்பாளர்கள் : bbox=[407, 2263, 597, 2278]
organizer-entry bbox=[1119, 1423, 1458, 1459]
deputy-label: துணை அமைப்பாளர்கள் : bbox=[1119, 1124, 1290, 1140]
column-3 bbox=[763, 121, 1102, 2463]
organizer-label: அமைப்பாளர் : bbox=[763, 1688, 876, 1703]
deputy-organizers-entry bbox=[763, 570, 1102, 678]
deputy-names: (1) ஆ. நிவின், 139, கூடப்பட்டு, இராஜபாளையம், திருப்பத்தூர். (2) பெ. திருப்பதி, 114, கூடப்பட்டு, இராஜபாளையம், திருப்பத்தூர். bbox=[407, 1814, 746, 1884]
organizer-label: அமைப்பாளர் : bbox=[42, 1971, 150, 1986]
organizer-name: அ. அரவிந்த், சௌடேகுப்பம், திம்மணாமுத்தூர், திருப்பத்தூர். bbox=[42, 2132, 381, 2166]
organizer-label: அமைப்பாளர் : bbox=[407, 1917, 513, 1932]
deputy-organizers-entry bbox=[1119, 836, 1458, 908]
deputy-names: (1) கு. மணி, ஜோன்றம்பள்ளி, கொடுமாம்பள்ளி, திருப்பத்தூர். (2) மோ. தமிழரசன், ஜோன்றம்பள்ளி, கொடுமாம்பள்ளி, திருப்பத்தூர். (3) மா. தினேஷ், ஜோன்றம்பள்ளி, கொடுமாம்பள்ளி, திருப்பத்தூர். bbox=[1119, 1645, 1458, 1733]
deputy-organizers-entry bbox=[763, 2194, 1102, 2320]
booth-organizer: வி. விஜித்கு, பம்பாகுட்டை, திம்மணாமுத்தூர், திருப்பத்தூர். bbox=[112, 1088, 299, 1121]
deputy-names: (1) ஜெ. நவீன், தாதனவலசை, பொம்மிகுப்பம், திருப்பத்தூர். (2) ச. திருமுருகன், தாதன வலசை, பொம்மிகுப்பம், திருப்பத்தூர். (3) க. கிருபானந்தன், தாதனவலசை, பொம்மிகுப்பம், திருப்பத்தூர். bbox=[407, 909, 746, 997]
organizer-entry bbox=[407, 1610, 746, 1646]
branch-heading: வனந்தன் வட்டம் கிளை bbox=[130, 866, 293, 883]
deputy-organizers-entry bbox=[42, 1849, 381, 1939]
deputy-label: துணை அமைப்பாளர்கள் : bbox=[407, 1071, 577, 1086]
deputy-organizers-entry bbox=[42, 2172, 381, 2262]
deputy-organizers-entry bbox=[1119, 692, 1458, 764]
deputy-names: (1) ந. வருண்குமார், காக்கணாம் பாளையம், இராஜபாளையம், திருப்பத்தூர். (2) ர. வெங்கடேசன், காக்கணாம்பாளையம், இராஜபாளையம், திருப்பத்தூர். bbox=[763, 122, 1102, 192]
deputy-organizers-entry bbox=[763, 2033, 1102, 2087]
organizer-label: அமைப்பாளர் : bbox=[42, 2132, 151, 2148]
organizer-label: அமைப்பாளர் : bbox=[407, 689, 509, 704]
organizer-entry bbox=[1119, 938, 1458, 974]
deputy-organizers-entry bbox=[407, 226, 746, 316]
organizer-label: அமைப்பாளர் : bbox=[763, 225, 861, 240]
booth-row bbox=[42, 2290, 381, 2326]
deputy-names: (1) ம. நீதிமான், நேதாஜி நகர், தாதனவலசை, பொம்மிகுப்பம், திருப்பத்தூர். (2) கோ. சிவனேசன், காந்தி நகர், தாதனவலசை, பொம்மிகுப்பம், திருப்பத்தூர். (3) கோ. முத்துவீர செல்வன், நேதாஜி நகர், தாதனவலசை, பொம்மிகுப்பம், திருப்பத்தூர். bbox=[407, 1071, 746, 1176]
